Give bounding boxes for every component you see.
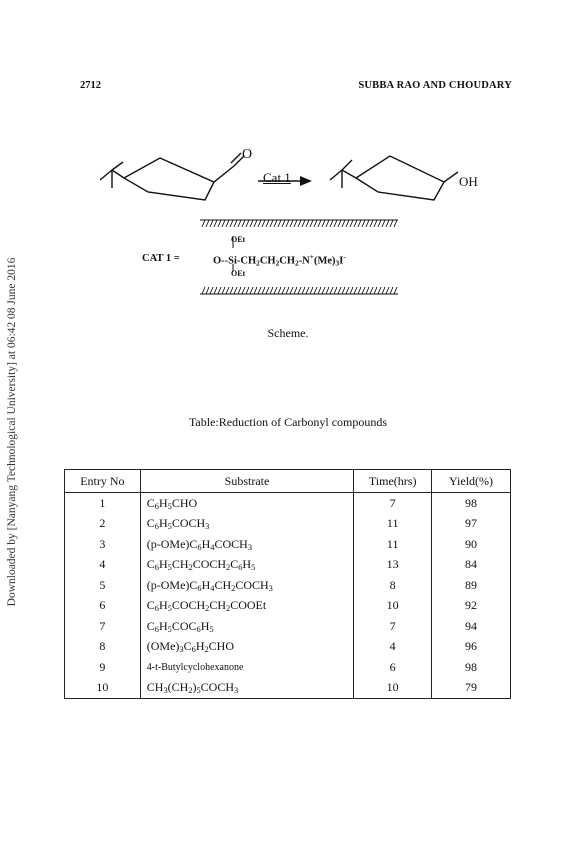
table-header-row: [65, 470, 511, 493]
table-row: [65, 575, 511, 596]
time-cell: 6: [354, 657, 432, 678]
yield-cell: 90: [432, 534, 511, 555]
header-yield: Yield(%): [432, 470, 511, 493]
yield-cell: 96: [432, 637, 511, 658]
table-caption: Table:Reduction of Carbonyl compounds: [188, 415, 388, 429]
support-hatching-top: [202, 220, 397, 227]
time-cell: 10: [354, 596, 432, 617]
substrate-cell: $C_6H_5COC_6H_5$: [140, 616, 353, 637]
catalyst-structure: $O--Si-CH_2CH_2CH_2-N^+(Me)_3I^-$: [213, 252, 346, 268]
substrate-cell: 4-t-Butylcyclohexanone: [140, 657, 353, 678]
table-row: [65, 534, 511, 555]
time-cell: 8: [354, 575, 432, 596]
yield-cell: 89: [432, 575, 511, 596]
yield-cell: 84: [432, 555, 511, 576]
time-cell: 10: [354, 678, 432, 699]
catalyst-name: CAT 1 =: [142, 253, 180, 264]
yield-cell: 79: [432, 678, 511, 699]
substrate-cell: $(p-OMe)C_6H_4COCH_3$: [140, 534, 353, 555]
ketone-structure: [100, 153, 244, 200]
entry-cell: 8: [65, 637, 141, 658]
hydroxyl-label: OH: [459, 174, 478, 189]
results-table: [64, 469, 511, 699]
header-time: Time(hrs): [354, 470, 432, 493]
scheme-caption: Scheme.: [267, 326, 309, 340]
yield-cell: 92: [432, 596, 511, 617]
header-entry: Entry No: [65, 470, 141, 493]
substrate-cell: $C_6H_5COCH_2CH_2COOEt$: [140, 596, 353, 617]
substrate-cell: $(OMe)_3C_6H_2CHO$: [140, 637, 353, 658]
carbonyl-oxygen: O: [242, 147, 253, 162]
substrate-cell: $(p-OMe)C_6H_4CH_2COCH_3$: [140, 575, 353, 596]
support-hatching-bottom: [202, 287, 397, 294]
page-number: 2712: [80, 80, 101, 91]
yield-cell: 97: [432, 514, 511, 535]
ethoxy-top-label: OEt: [231, 235, 246, 244]
page-header: [80, 80, 512, 96]
table-row: [65, 637, 511, 658]
entry-cell: 3: [65, 534, 141, 555]
download-note: Downloaded by [Nanyang Technological University] at 06:42 08 June 2016: [6, 257, 18, 607]
header-substrate: Substrate: [140, 470, 353, 493]
entry-cell: 6: [65, 596, 141, 617]
table-row: [65, 657, 511, 678]
table-row: [65, 514, 511, 535]
time-cell: 7: [354, 493, 432, 514]
entry-cell: 4: [65, 555, 141, 576]
time-cell: 4: [354, 637, 432, 658]
yield-cell: 98: [432, 657, 511, 678]
table-row: [65, 596, 511, 617]
substrate-cell: $C_6H_5CHO$: [140, 493, 353, 514]
time-cell: 11: [354, 514, 432, 535]
entry-cell: 9: [65, 657, 141, 678]
yield-cell: 94: [432, 616, 511, 637]
entry-cell: 10: [65, 678, 141, 699]
table-row: [65, 678, 511, 699]
time-cell: 7: [354, 616, 432, 637]
alcohol-structure: [330, 156, 458, 200]
table-row: [65, 555, 511, 576]
time-cell: 11: [354, 534, 432, 555]
entry-cell: 5: [65, 575, 141, 596]
reaction-scheme-drawing: [0, 120, 576, 300]
entry-cell: 7: [65, 616, 141, 637]
reagent-label: Cat.1: [263, 170, 291, 185]
yield-cell: 98: [432, 493, 511, 514]
table-row: [65, 493, 511, 514]
table-row: [65, 616, 511, 637]
substrate-cell: $C_6H_5COCH_3$: [140, 514, 353, 535]
entry-cell: 1: [65, 493, 141, 514]
ethoxy-bottom-label: OEt: [231, 269, 246, 278]
substrate-cell: $CH_3(CH_2)_5COCH_3$: [140, 678, 353, 699]
entry-cell: 2: [65, 514, 141, 535]
time-cell: 13: [354, 555, 432, 576]
running-head-authors: SUBBA RAO AND CHOUDARY: [358, 80, 512, 91]
substrate-cell: $C_6H_5CH_2COCH_2C_6H_5$: [140, 555, 353, 576]
